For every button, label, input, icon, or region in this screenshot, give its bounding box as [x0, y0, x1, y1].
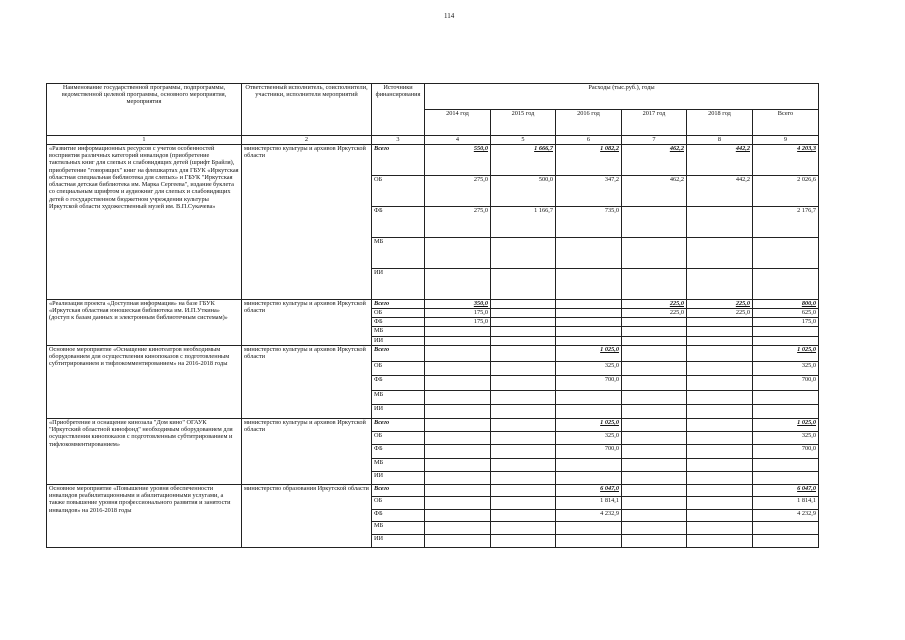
total-value	[753, 485, 819, 497]
year-value	[622, 419, 687, 432]
year-value	[622, 318, 687, 327]
year-value	[556, 445, 622, 459]
year-value	[556, 300, 622, 309]
year-value	[425, 405, 491, 419]
header-name: Наименование государственной программы, подпрограммы, ведомственной целевой программы, основного мероприятия, мероприятия	[47, 84, 242, 136]
year-value	[425, 300, 491, 309]
year-value	[622, 207, 687, 238]
total-value	[753, 432, 819, 445]
year-value	[491, 459, 556, 472]
year-value	[425, 346, 491, 362]
value-text: 275,0	[473, 207, 488, 214]
year-value	[425, 497, 491, 510]
funding-source: ФБ	[372, 207, 425, 238]
year-value	[556, 309, 622, 318]
total-value	[753, 522, 819, 535]
measure-name: «Приобретение и оснащение кинозала "Дом кино" ОГАУК "Иркутский областной кинофонд" необходимым оборудованием для осуществления кинопоказов с подготовленным субтитрированием и тифлокомментированием»	[47, 419, 242, 485]
year-value	[491, 207, 556, 238]
total-value	[753, 269, 819, 300]
executor: министерство культуры и архивов Иркутской области	[242, 419, 372, 485]
year-value	[556, 207, 622, 238]
header-year: 2014 год	[425, 110, 491, 136]
expenses-table	[46, 83, 819, 548]
funding-source: ОБ	[372, 362, 425, 376]
year-value	[491, 362, 556, 376]
value-text: 442,2	[735, 145, 750, 152]
year-value	[425, 445, 491, 459]
column-number: 7	[622, 136, 687, 145]
year-value	[556, 238, 622, 269]
year-value	[491, 432, 556, 445]
funding-source: ФБ	[372, 376, 425, 391]
year-value	[491, 238, 556, 269]
year-value	[622, 362, 687, 376]
year-value	[687, 207, 753, 238]
year-value	[425, 535, 491, 548]
year-value	[687, 376, 753, 391]
executor: министерство образования Иркутской области	[242, 485, 372, 548]
year-value	[425, 376, 491, 391]
value-text: 735,0	[604, 207, 619, 214]
year-value	[622, 327, 687, 337]
total-value	[753, 419, 819, 432]
total-value	[753, 535, 819, 548]
year-value	[687, 522, 753, 535]
total-value	[753, 300, 819, 309]
value-text: 4 203,3	[797, 145, 816, 152]
year-value	[622, 337, 687, 346]
year-value	[622, 459, 687, 472]
year-value	[622, 376, 687, 391]
value-text: 225,0	[735, 300, 750, 307]
funding-source: МБ	[372, 327, 425, 337]
value-text: 225,0	[669, 309, 684, 316]
year-value	[425, 459, 491, 472]
year-value	[687, 309, 753, 318]
year-value	[687, 497, 753, 510]
total-value	[753, 176, 819, 207]
year-value	[491, 346, 556, 362]
funding-source: ИИ	[372, 472, 425, 485]
funding-source: ФБ	[372, 510, 425, 522]
year-value	[425, 318, 491, 327]
value-text: 175,0	[801, 318, 816, 325]
header-executor: Ответственный исполнитель, соисполнители, участники, исполнители мероприятий	[242, 84, 372, 136]
year-value	[556, 376, 622, 391]
year-value	[556, 176, 622, 207]
table-row	[47, 145, 819, 176]
value-text: 1 025,0	[797, 346, 816, 353]
year-value	[622, 269, 687, 300]
year-value	[687, 238, 753, 269]
year-value	[622, 145, 687, 176]
year-value	[425, 327, 491, 337]
value-text: 442,2	[735, 176, 750, 183]
year-value	[687, 391, 753, 405]
year-value	[687, 405, 753, 419]
year-value	[425, 391, 491, 405]
value-text: 1 814,1	[797, 497, 816, 504]
year-value	[687, 510, 753, 522]
year-value	[425, 419, 491, 432]
year-value	[622, 497, 687, 510]
year-value	[622, 405, 687, 419]
page-number: 114	[444, 12, 455, 20]
year-value	[556, 485, 622, 497]
year-value	[622, 176, 687, 207]
value-text: 4 232,9	[600, 510, 619, 517]
total-value	[753, 346, 819, 362]
table-row	[47, 485, 819, 497]
year-value	[491, 405, 556, 419]
total-value	[753, 362, 819, 376]
column-number: 5	[491, 136, 556, 145]
year-value	[687, 432, 753, 445]
year-value	[687, 535, 753, 548]
year-value	[556, 405, 622, 419]
value-text: 700,0	[604, 376, 619, 383]
total-value	[753, 391, 819, 405]
funding-source: ИИ	[372, 405, 425, 419]
year-value	[556, 269, 622, 300]
year-value	[556, 535, 622, 548]
header-total: Всего	[753, 110, 819, 136]
year-value	[622, 445, 687, 459]
year-value	[425, 522, 491, 535]
year-value	[622, 238, 687, 269]
value-text: 1 082,2	[600, 145, 619, 152]
header-year: 2015 год	[491, 110, 556, 136]
value-text: 225,0	[735, 309, 750, 316]
year-value	[622, 522, 687, 535]
year-value	[622, 309, 687, 318]
year-value	[622, 472, 687, 485]
funding-source: ОБ	[372, 497, 425, 510]
year-value	[622, 300, 687, 309]
year-value	[491, 269, 556, 300]
year-value	[491, 327, 556, 337]
year-value	[556, 318, 622, 327]
year-value	[425, 309, 491, 318]
year-value	[687, 346, 753, 362]
value-text: 175,0	[473, 318, 488, 325]
year-value	[556, 510, 622, 522]
value-text: 1 166,7	[534, 207, 553, 214]
funding-source: ИИ	[372, 337, 425, 346]
year-value	[622, 432, 687, 445]
funding-source: Всего	[372, 419, 425, 432]
value-text: 700,0	[801, 376, 816, 383]
value-text: 500,0	[538, 176, 553, 183]
year-value	[687, 445, 753, 459]
header-source: Источники финансирования	[372, 84, 425, 136]
value-text: 325,0	[801, 432, 816, 439]
year-value	[556, 432, 622, 445]
year-value	[687, 269, 753, 300]
year-value	[425, 269, 491, 300]
funding-source: ОБ	[372, 432, 425, 445]
year-value	[687, 485, 753, 497]
value-text: 2 026,6	[797, 176, 816, 183]
year-value	[622, 535, 687, 548]
year-value	[425, 472, 491, 485]
year-value	[687, 472, 753, 485]
column-number: 8	[687, 136, 753, 145]
year-value	[491, 376, 556, 391]
column-number: 9	[753, 136, 819, 145]
total-value	[753, 238, 819, 269]
year-value	[425, 510, 491, 522]
year-value	[622, 485, 687, 497]
funding-source: Всего	[372, 485, 425, 497]
year-value	[556, 327, 622, 337]
funding-source: ОБ	[372, 309, 425, 318]
year-value	[622, 510, 687, 522]
total-value	[753, 309, 819, 318]
year-value	[425, 145, 491, 176]
funding-source: МБ	[372, 391, 425, 405]
year-value	[491, 145, 556, 176]
value-text: 1 025,0	[797, 419, 816, 426]
total-value	[753, 145, 819, 176]
value-text: 462,2	[669, 145, 684, 152]
year-value	[425, 485, 491, 497]
column-number: 1	[47, 136, 242, 145]
header-year: 2016 год	[556, 110, 622, 136]
funding-source: ИИ	[372, 535, 425, 548]
year-value	[425, 337, 491, 346]
funding-source: ОБ	[372, 176, 425, 207]
value-text: 1 666,7	[534, 145, 553, 152]
year-value	[556, 419, 622, 432]
year-value	[491, 309, 556, 318]
total-value	[753, 376, 819, 391]
value-text: 4 232,9	[797, 510, 816, 517]
year-value	[556, 362, 622, 376]
value-text: 175,0	[473, 309, 488, 316]
value-text: 1 025,0	[600, 346, 619, 353]
year-value	[687, 337, 753, 346]
executor: министерство культуры и архивов Иркутской области	[242, 145, 372, 300]
value-text: 275,0	[473, 176, 488, 183]
column-number: 4	[425, 136, 491, 145]
year-value	[491, 497, 556, 510]
year-value	[556, 472, 622, 485]
funding-source: ФБ	[372, 318, 425, 327]
year-value	[491, 510, 556, 522]
year-value	[687, 362, 753, 376]
total-value	[753, 472, 819, 485]
value-text: 325,0	[801, 362, 816, 369]
value-text: 6 047,0	[797, 485, 816, 492]
year-value	[556, 522, 622, 535]
total-value	[753, 327, 819, 337]
executor: министерство культуры и архивов Иркутской области	[242, 346, 372, 419]
year-value	[556, 337, 622, 346]
measure-name: Основное мероприятие «Оснащение кинотеатров необходимым оборудованием для осуществления кинопоказов с подготовленным субтитрированием и тифлокомментированием» на 2016-2018 годы	[47, 346, 242, 419]
year-value	[425, 207, 491, 238]
value-text: 1 025,0	[600, 419, 619, 426]
value-text: 700,0	[604, 445, 619, 452]
year-value	[687, 459, 753, 472]
year-value	[687, 176, 753, 207]
value-text: 225,0	[669, 300, 684, 307]
funding-source: МБ	[372, 238, 425, 269]
year-value	[687, 318, 753, 327]
total-value	[753, 459, 819, 472]
year-value	[425, 238, 491, 269]
column-number: 6	[556, 136, 622, 145]
funding-source: Всего	[372, 346, 425, 362]
value-text: 1 814,1	[600, 497, 619, 504]
funding-source: Всего	[372, 145, 425, 176]
year-value	[491, 318, 556, 327]
value-text: 347,2	[604, 176, 619, 183]
year-value	[556, 497, 622, 510]
total-value	[753, 405, 819, 419]
year-value	[425, 176, 491, 207]
year-value	[491, 337, 556, 346]
year-value	[491, 300, 556, 309]
year-value	[556, 459, 622, 472]
year-value	[556, 346, 622, 362]
value-text: 700,0	[801, 445, 816, 452]
column-number: 3	[372, 136, 425, 145]
column-number: 2	[242, 136, 372, 145]
year-value	[491, 485, 556, 497]
year-value	[491, 522, 556, 535]
year-value	[491, 535, 556, 548]
value-text: 550,0	[473, 145, 488, 152]
total-value	[753, 497, 819, 510]
value-text: 6 047,0	[600, 485, 619, 492]
header-year: 2017 год	[622, 110, 687, 136]
table-row	[47, 419, 819, 432]
value-text: 2 176,7	[797, 207, 816, 214]
year-value	[687, 327, 753, 337]
header-expenses: Расходы (тыс.руб.), годы	[425, 84, 819, 110]
total-value	[753, 207, 819, 238]
value-text: 625,0	[801, 309, 816, 316]
year-value	[556, 391, 622, 405]
value-text: 325,0	[604, 432, 619, 439]
year-value	[687, 419, 753, 432]
value-text: 462,2	[669, 176, 684, 183]
total-value	[753, 445, 819, 459]
year-value	[425, 432, 491, 445]
table-row	[47, 346, 819, 362]
measure-name: «Развитие информационных ресурсов с учетом особенностей восприятия различных категорий инвалидов (приобретение тактильных книг для слепых и слабовидящих детей (шрифт Брайля), приобретение "говорящих" книг на флешкартах для ГБУК «Иркутская областная специальная библиотека для слепых» и ГБУК "Иркутская областная детская библиотека им. Марка Сергеева", издание буклета со специальным шрифтом и аудиокниг для слепых и слабовидящих детей о государственном бюджетном учреждении культуры Иркутской области художественный музей им. В.П.Сукачева»	[47, 145, 242, 300]
year-value	[687, 300, 753, 309]
funding-source: ФБ	[372, 445, 425, 459]
year-value	[687, 145, 753, 176]
year-value	[491, 419, 556, 432]
year-value	[425, 362, 491, 376]
year-value	[622, 346, 687, 362]
funding-source: ИИ	[372, 269, 425, 300]
executor: министерство культуры и архивов Иркутской области	[242, 300, 372, 346]
value-text: 325,0	[604, 362, 619, 369]
funding-source: Всего	[372, 300, 425, 309]
value-text: 800,0	[801, 300, 816, 307]
header-year: 2018 год	[687, 110, 753, 136]
measure-name: «Реализация проекта «Доступная информация» на базе ГБУК «Иркутская областная юношеская библиотека им. И.П.Уткина» (доступ к базам данных и электронным библиотечным системам)»	[47, 300, 242, 346]
year-value	[491, 445, 556, 459]
value-text: 350,0	[473, 300, 488, 307]
measure-name: Основное мероприятие «Повышение уровня обеспеченности инвалидов реабилитационными и абилитационными услугами, а также повышение уровня профессионального развития и занятости инвалидов» на 2016-2018 годы	[47, 485, 242, 548]
table-row	[47, 300, 819, 309]
year-value	[556, 145, 622, 176]
year-value	[622, 391, 687, 405]
year-value	[491, 391, 556, 405]
funding-source: МБ	[372, 522, 425, 535]
year-value	[491, 472, 556, 485]
year-value	[491, 176, 556, 207]
total-value	[753, 318, 819, 327]
total-value	[753, 510, 819, 522]
total-value	[753, 337, 819, 346]
funding-source: МБ	[372, 459, 425, 472]
